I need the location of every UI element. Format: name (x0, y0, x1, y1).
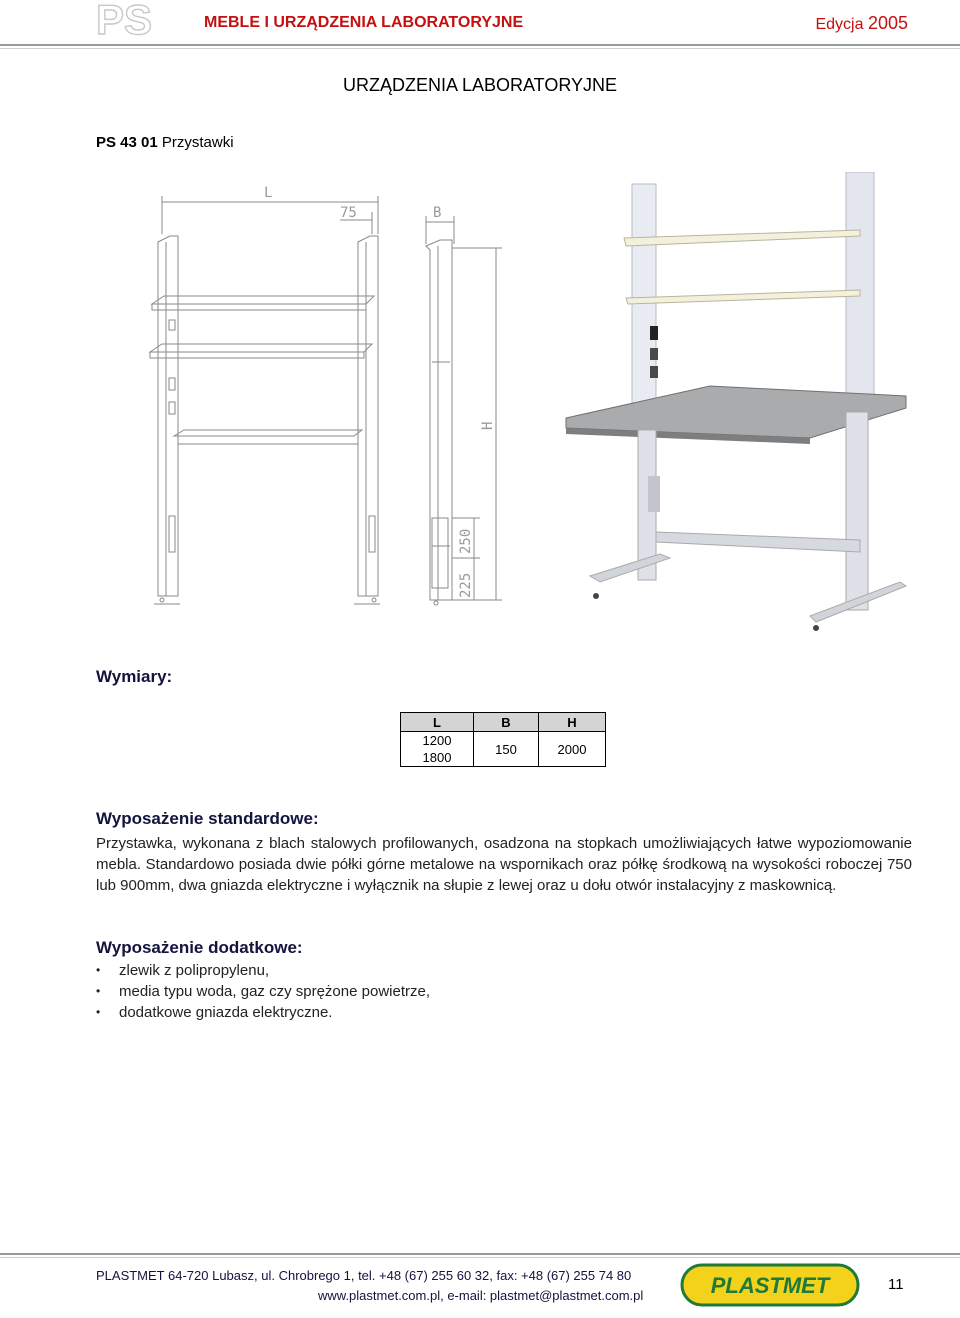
cell-l-1200: 1200 (422, 733, 452, 748)
cell-h-value: 2000 (539, 732, 606, 767)
dim-label-250: 250 (458, 528, 474, 554)
cell-l-1800: 1800 (422, 750, 452, 765)
page-title: URZĄDZENIA LABORATORYJNE (342, 75, 618, 95)
plastmet-logo-text: PLASTMET (710, 1273, 830, 1298)
product-photo (560, 172, 920, 632)
product-code: PS 43 01 (96, 134, 158, 151)
ps-logo (96, 0, 160, 40)
footer-rule (0, 1253, 960, 1255)
list-item: • media typu woda, gaz czy sprężone powietrze, (96, 981, 430, 1002)
dim-label-l: L (264, 186, 273, 201)
edition (815, 13, 908, 34)
edition-label: Edycja (815, 16, 864, 33)
cell-b-value: 150 (474, 732, 539, 767)
dimensions-table (400, 712, 606, 767)
edition-year: 2005 (867, 13, 908, 33)
header-rule-thin (0, 48, 960, 49)
footer-rule-thin (0, 1257, 960, 1258)
footer-web: www.plastmet.com.pl, e-mail: plastmet@plastmet.com.pl (318, 1288, 644, 1303)
header-rule (0, 44, 960, 46)
product-name: Przystawki (161, 134, 234, 151)
dimensions-heading: Wymiary: (96, 667, 173, 686)
technical-drawing (140, 186, 520, 606)
col-header-b: B (474, 713, 539, 732)
dim-label-h: H (480, 421, 496, 430)
list-item: • dodatkowe gniazda elektryczne. (96, 1002, 430, 1023)
cell-l-values (401, 732, 474, 767)
plastmet-logo (680, 1263, 860, 1307)
standard-text: Przystawka, wykonana z blach stalowych profilowanych, osadzona na stopkach umożliwiających łatwe wypoziomowanie mebla. Standardowo posiada dwie półki górne metalowe na wspornikach oraz półkę środkową na wysokości roboczej 750 lub 900mm, dwa gniazda elektryczne i wyłącznik na słupie z lewej oraz u dołu otwór instalacyjny z maskownicą. (96, 835, 912, 894)
product-subtitle (96, 134, 234, 151)
additional-heading: Wyposażenie dodatkowe: (96, 938, 303, 957)
dim-label-75: 75 (340, 205, 357, 221)
col-header-h: H (539, 713, 606, 732)
additional-list (96, 960, 430, 1023)
header-title: MEBLE I URZĄDZENIA LABORATORYJNE (204, 14, 524, 31)
dim-label-b: B (433, 205, 442, 221)
page-number: 11 (888, 1276, 904, 1293)
table-header-row (401, 713, 606, 732)
col-header-l: L (401, 713, 474, 732)
table-row (401, 732, 606, 767)
ps-logo-text: PS (96, 0, 153, 40)
footer-address: PLASTMET 64-720 Lubasz, ul. Chrobrego 1, tel. +48 (67) 255 60 32, fax: +48 (67) 255 74 80 (96, 1268, 632, 1283)
list-item: • zlewik z polipropylenu, (96, 960, 430, 981)
standard-heading: Wyposażenie standardowe: (96, 809, 319, 828)
dim-label-225: 225 (458, 572, 474, 598)
